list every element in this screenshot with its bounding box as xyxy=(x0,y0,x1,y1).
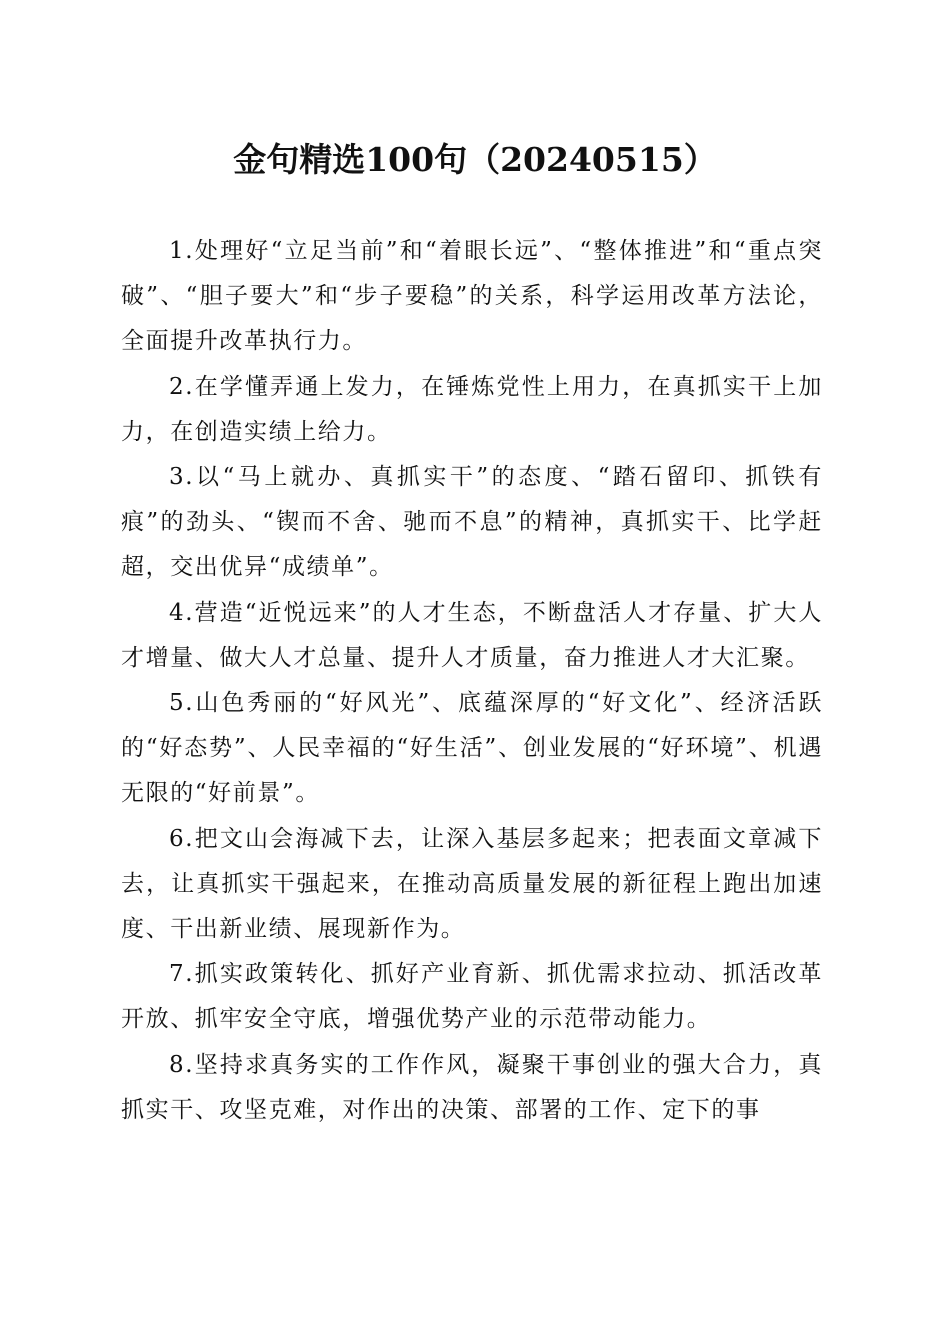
paragraph-1: 1.处理好“立足当前”和“着眼长远”、“整体推进”和“重点突破”、“胆子要大”和“步子要稳”的关系，科学运用改革方法论，全面提升改革执行力。 xyxy=(121,238,823,355)
document-body xyxy=(121,229,823,1133)
document-title: 金句精选100句（20240515） xyxy=(233,140,717,179)
paragraph-8: 8.坚持求真务实的工作作风，凝聚干事创业的强大合力，真抓实干、攻坚克难，对作出的决策、部署的工作、定下的事 xyxy=(121,1051,823,1123)
paragraph-5: 5.山色秀丽的“好风光”、底蕴深厚的“好文化”、经济活跃的“好态势”、人民幸福的“好生活”、创业发展的“好环境”、机遇无限的“好前景”。 xyxy=(121,690,823,807)
paragraph-6: 6.把文山会海减下去，让深入基层多起来；把表面文章减下去，让真抓实干强起来，在推动高质量发展的新征程上跑出加速度、干出新业绩、展现新作为。 xyxy=(121,825,823,943)
paragraph-4: 4.营造“近悦远来”的人才生态，不断盘活人才存量、扩大人才增量、做大人才总量、提升人才质量，奋力推进人才大汇聚。 xyxy=(121,599,823,671)
paragraph-3: 3.以“马上就办、真抓实干”的态度、“踏石留印、抓铁有痕”的劲头、“锲而不舍、驰而不息”的精神，真抓实干、比学赶超，交出优异“成绩单”。 xyxy=(121,464,823,581)
paragraph-2: 2.在学懂弄通上发力，在锤炼党性上用力，在真抓实干上加力，在创造实绩上给力。 xyxy=(121,373,823,445)
paragraph-7: 7.抓实政策转化、抓好产业育新、抓优需求拉动、抓活改革开放、抓牢安全守底，增强优势产业的示范带动能力。 xyxy=(121,961,823,1033)
